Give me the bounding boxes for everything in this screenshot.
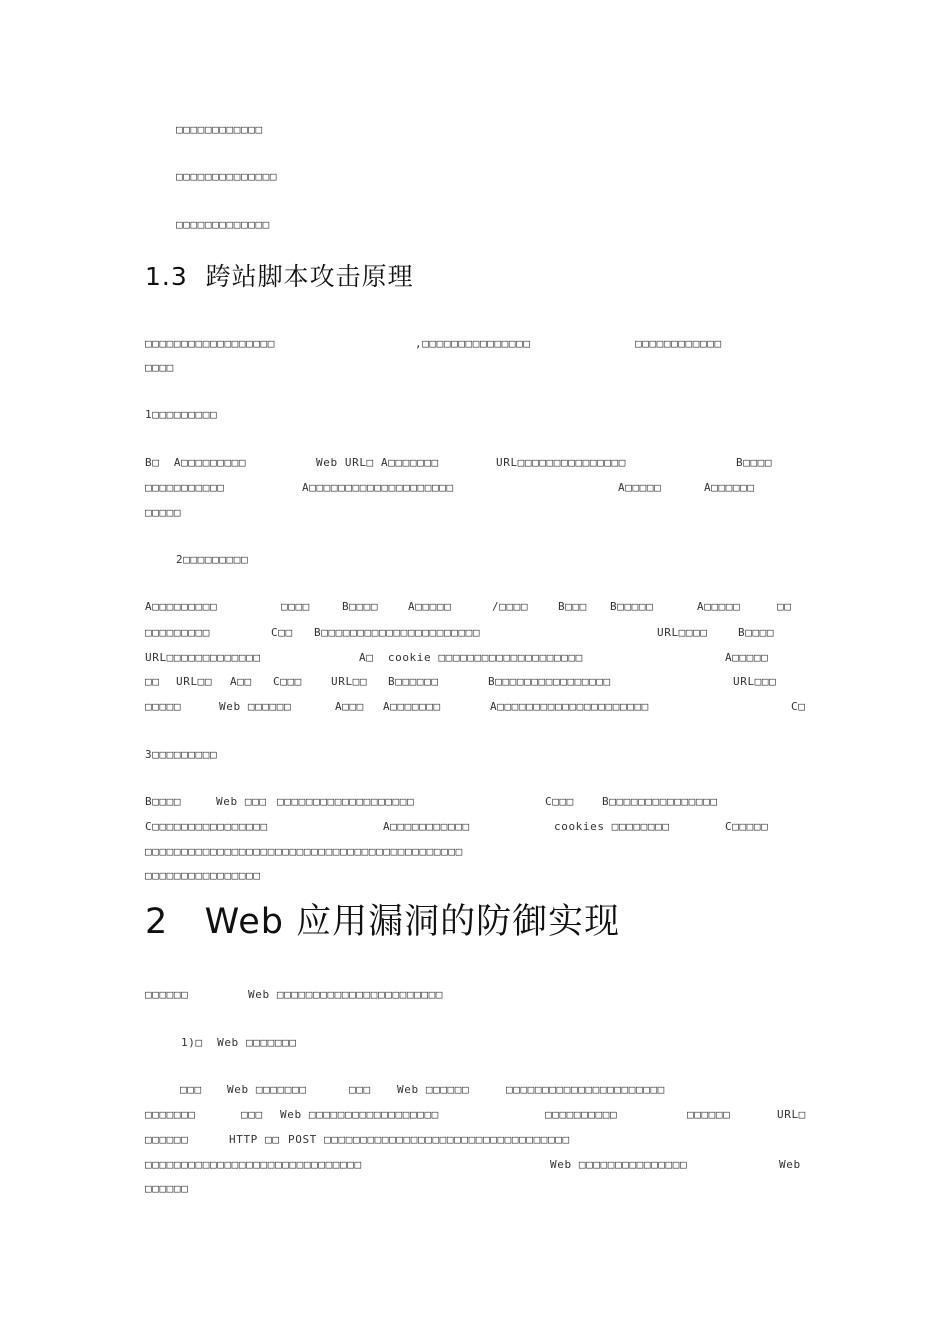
paragraph-segment: C□: [791, 700, 806, 713]
paragraph-segment: Web URL□ A□□□□□□□: [316, 456, 439, 469]
paragraph-segment: □□: [145, 675, 160, 688]
paragraph-segment: Web □□□: [216, 795, 267, 808]
paragraph-segment: A□□□□□□□□□□□□□□□□□□□□□: [490, 700, 649, 713]
section-heading: 1.3 跨站脚本攻击原理: [145, 262, 414, 291]
paragraph-segment: □□□□□□□□□□□□□□□□□□□□□□: [506, 1083, 665, 1096]
paragraph-segment: C□□□□□□□□□□□□□□□□: [145, 820, 268, 833]
paragraph-segment: ,□□□□□□□□□□□□□□□: [415, 337, 531, 350]
list-item-title: 1)□ Web □□□□□□□: [181, 1036, 297, 1049]
chapter-heading: 2 Web 应用漏洞的防御实现: [145, 902, 621, 942]
paragraph-segment: A□□□□□□□□□□□: [383, 820, 470, 833]
intro-item: □□□□□□□□□□□□□: [176, 218, 270, 231]
paragraph-segment: URL□□□□□□□□□□□□□: [145, 651, 261, 664]
intro-item: □□□□□□□□□□□□: [176, 123, 263, 136]
paragraph-segment: Web: [779, 1158, 801, 1171]
paragraph-segment: A□□□□□: [408, 600, 452, 613]
paragraph-segment: □□□: [241, 1108, 263, 1121]
paragraph-segment: □□□□□□: [145, 1182, 189, 1195]
intro-item: □□□□□□□□□□□□□□: [176, 170, 278, 183]
list-item-title: 3□□□□□□□□□: [145, 748, 218, 761]
paragraph-segment: B□ A□□□□□□□□□: [145, 456, 247, 469]
paragraph-segment: B□□□□: [738, 626, 775, 639]
paragraph-segment: □□□: [349, 1083, 371, 1096]
list-item-title: 2□□□□□□□□□: [176, 553, 249, 566]
paragraph-segment: □□□□□□: [145, 1133, 189, 1146]
paragraph-segment: URL□□□□□□□□□□□□□□□: [496, 456, 627, 469]
paragraph-segment: Web □□□□□□: [397, 1083, 470, 1096]
paragraph-segment: A□ cookie □□□□□□□□□□□□□□□□□□□□: [359, 651, 583, 664]
paragraph-segment: A□□□□□: [725, 651, 769, 664]
paragraph-segment: A□□□□□□□□□□□□□□□□□□□□: [302, 481, 454, 494]
paragraph-segment: □□□□□□□□□□□□□□□□□□□□□□□□□□□□□□□□□□□□□□□□□□□□: [145, 845, 463, 858]
paragraph-segment: B□□□□□: [610, 600, 654, 613]
paragraph-segment: URL□□□: [733, 675, 777, 688]
paragraph-segment: C□□□: [545, 795, 574, 808]
paragraph-segment: URL□: [777, 1108, 806, 1121]
paragraph-segment: B□□□: [558, 600, 587, 613]
paragraph-segment: □□□□□□□□□□: [545, 1108, 618, 1121]
paragraph-segment: □□□□□□: [687, 1108, 731, 1121]
list-item-title: 1□□□□□□□□□: [145, 408, 218, 421]
paragraph-segment: A□□□□□□□: [383, 700, 441, 713]
paragraph-segment: URL□□: [331, 675, 368, 688]
paragraph-segment: □□□□□□□□□: [145, 626, 211, 639]
paragraph-segment: B□□□□: [736, 456, 773, 469]
paragraph-segment: C□□□: [273, 675, 302, 688]
paragraph-segment: Web □□□□□□: [219, 700, 292, 713]
paragraph-segment: □□□□: [281, 600, 310, 613]
paragraph-segment: C□□□□□: [725, 820, 769, 833]
paragraph-segment: B□□□□□□□□□□□□□□□: [602, 795, 718, 808]
paragraph-segment: URL□□: [176, 675, 213, 688]
paragraph-segment: HTTP □□: [229, 1133, 280, 1146]
paragraph-segment: /□□□□: [492, 600, 529, 613]
paragraph-segment: URL□□□□: [657, 626, 708, 639]
paragraph-segment: Web □□□□□□□: [227, 1083, 307, 1096]
paragraph-segment: POST □□□□□□□□□□□□□□□□□□□□□□□□□□□□□□□□□□: [288, 1133, 570, 1146]
paragraph-segment: B□□□□□□□□□□□□□□□□□□□□□□: [314, 626, 481, 639]
paragraph-segment: □□□□□□: [145, 988, 189, 1001]
paragraph-segment: Web □□□□□□□□□□□□□□□□□□□□□□□: [248, 988, 444, 1001]
paragraph-segment: □□□□□□□□□□□□□□□□□□: [145, 337, 276, 350]
paragraph-segment: Web □□□□□□□□□□□□□□□□□□: [280, 1108, 439, 1121]
paragraph-segment: □□□□□□□: [145, 1108, 196, 1121]
paragraph-segment: □□□□□□□□□□□□: [635, 337, 722, 350]
paragraph-segment: A□□: [230, 675, 252, 688]
paragraph-segment: B□□□□□□□□□□□□□□□□: [488, 675, 611, 688]
paragraph-segment: □□: [777, 600, 792, 613]
paragraph-segment: □□□□□□□□□□□□□□□□□□□: [277, 795, 415, 808]
paragraph-segment: □□□: [180, 1083, 202, 1096]
paragraph-segment: □□□□□□□□□□□□□□□□: [145, 869, 261, 882]
paragraph-segment: cookies □□□□□□□□: [554, 820, 670, 833]
paragraph-segment: Web □□□□□□□□□□□□□□□: [550, 1158, 688, 1171]
paragraph-segment: □□□□□: [145, 506, 182, 519]
paragraph-segment: C□□: [271, 626, 293, 639]
paragraph-segment: A□□□□□□: [704, 481, 755, 494]
paragraph-segment: B□□□□□□: [388, 675, 439, 688]
paragraph-segment: □□□□□: [145, 700, 182, 713]
paragraph-segment: A□□□: [335, 700, 364, 713]
paragraph-segment: A□□□□□□□□□: [145, 600, 218, 613]
paragraph-segment: □□□□□□□□□□□: [145, 481, 225, 494]
paragraph-segment: A□□□□□: [697, 600, 741, 613]
paragraph-segment: □□□□□□□□□□□□□□□□□□□□□□□□□□□□□□: [145, 1158, 362, 1171]
paragraph-segment: A□□□□□: [618, 481, 662, 494]
paragraph-segment: B□□□□: [342, 600, 379, 613]
paragraph-segment: □□□□: [145, 361, 174, 374]
paragraph-segment: B□□□□: [145, 795, 182, 808]
